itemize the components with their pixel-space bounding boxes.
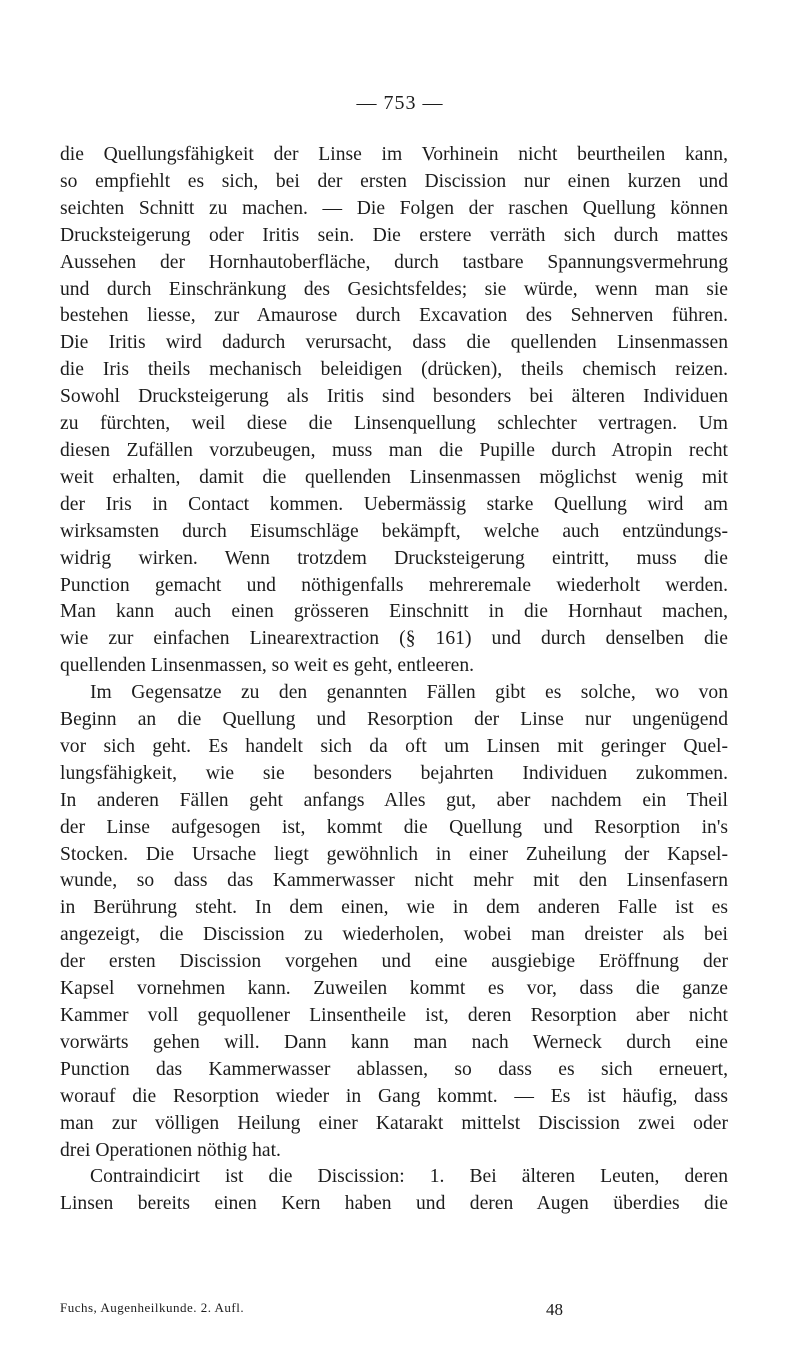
text-line: Man kann auch einen grösseren Einschnitt in die Hornhaut machen, — [60, 601, 728, 623]
footer-signature: Fuchs, Augenheilkunde. 2. Aufl. — [60, 1300, 245, 1315]
text-line: der Iris in Contact kommen. Uebermässig starke Quellung wird am — [60, 493, 728, 515]
text-line: wirksamsten durch Eisumschläge bekämpft, welche auch entzündungs- — [60, 520, 728, 542]
text-line: Im Gegensatze zu den genannten Fällen gibt es solche, wo von — [90, 682, 728, 704]
text-line: vor sich geht. Es handelt sich da oft um Linsen mit geringer Quel- — [60, 735, 728, 757]
text-line: Stocken. Die Ursache liegt gewöhnlich in einer Zuheilung der Kapsel- — [60, 843, 728, 865]
text-line: Die Iritis wird dadurch verursacht, dass die quellenden Linsenmassen — [60, 332, 728, 354]
body-text — [60, 142, 728, 1218]
text-line: zu fürchten, weil diese die Linsenquellung schlechter vertragen. Um — [60, 413, 728, 435]
text-line: man zur völligen Heilung einer Katarakt mittelst Discission zwei oder — [60, 1112, 728, 1134]
text-line: bestehen liesse, zur Amaurose durch Excavation des Sehnerven führen. — [60, 305, 728, 327]
text-line: worauf die Resorption wieder in Gang kommt. — Es ist häufig, dass — [60, 1085, 728, 1107]
text-line: wunde, so dass das Kammerwasser nicht mehr mit den Linsenfasern — [60, 870, 728, 892]
text-line: der ersten Discission vorgehen und eine ausgiebige Eröffnung der — [60, 951, 728, 973]
text-line: und durch Einschränkung des Gesichtsfeldes; sie würde, wenn man sie — [60, 278, 728, 300]
text-line: der Linse aufgesogen ist, kommt die Quellung und Resorption in's — [60, 816, 728, 838]
text-line: Kammer voll gequollener Linsentheile ist, deren Resorption aber nicht — [60, 1005, 728, 1026]
text-line: diesen Zufällen vorzubeugen, muss man die Pupille durch Atropin recht — [60, 439, 728, 461]
text-line: quellenden Linsenmassen, so weit es geht, entleeren. — [60, 655, 475, 677]
sheet-number: 48 — [546, 1300, 563, 1319]
text-line: Sowohl Drucksteigerung als Iritis sind besonders bei älteren Individuen — [60, 386, 728, 408]
text-line: lungsfähigkeit, wie sie besonders bejahrten Individuen zukommen. — [60, 762, 728, 784]
text-line: Punction das Kammerwasser ablassen, so dass es sich erneuert, — [60, 1058, 728, 1080]
page-number: — 753 — — [356, 92, 444, 114]
text-line: in Berührung steht. In dem einen, wie in dem anderen Falle ist es — [60, 897, 728, 919]
text-line: vorwärts gehen will. Dann kann man nach Werneck durch eine — [60, 1031, 728, 1053]
text-line: Beginn an die Quellung und Resorption der Linse nur ungenügend — [60, 709, 728, 731]
text-line: die Quellungsfähigkeit der Linse im Vorhinein nicht beurtheilen kann, — [60, 144, 728, 165]
text-line: weit erhalten, damit die quellenden Linsenmassen möglichst wenig mit — [60, 466, 728, 488]
text-line: widrig wirken. Wenn trotzdem Drucksteigerung eintritt, muss die — [60, 547, 728, 569]
text-line: In anderen Fällen geht anfangs Alles gut, aber nachdem ein Theil — [60, 789, 728, 811]
text-line: wie zur einfachen Linearextraction (§ 161) und durch denselben die — [60, 628, 728, 650]
text-line: seichten Schnitt zu machen. — Die Folgen der raschen Quellung können — [60, 197, 728, 219]
text-line: Linsen bereits einen Kern haben und deren Augen überdies die — [60, 1193, 728, 1215]
text-line: Kapsel vornehmen kann. Zuweilen kommt es vor, dass die ganze — [60, 978, 728, 1000]
text-line: so empfiehlt es sich, bei der ersten Discission nur einen kurzen und — [60, 170, 728, 192]
text-line: Aussehen der Hornhautoberfläche, durch tastbare Spannungsvermehrung — [60, 251, 728, 273]
text-line: Punction gemacht und nöthigenfalls mehreremale wiederholt werden. — [60, 574, 728, 596]
text-line: angezeigt, die Discission zu wiederholen, wobei man dreister als bei — [60, 924, 728, 946]
text-line: drei Operationen nöthig hat. — [60, 1139, 281, 1161]
text-line: die Iris theils mechanisch beleidigen (drücken), theils chemisch reizen. — [60, 359, 728, 381]
text-line: Contraindicirt ist die Discission: 1. Bei älteren Leuten, deren — [90, 1166, 728, 1188]
text-line: Drucksteigerung oder Iritis sein. Die erstere verräth sich durch mattes — [60, 224, 728, 246]
